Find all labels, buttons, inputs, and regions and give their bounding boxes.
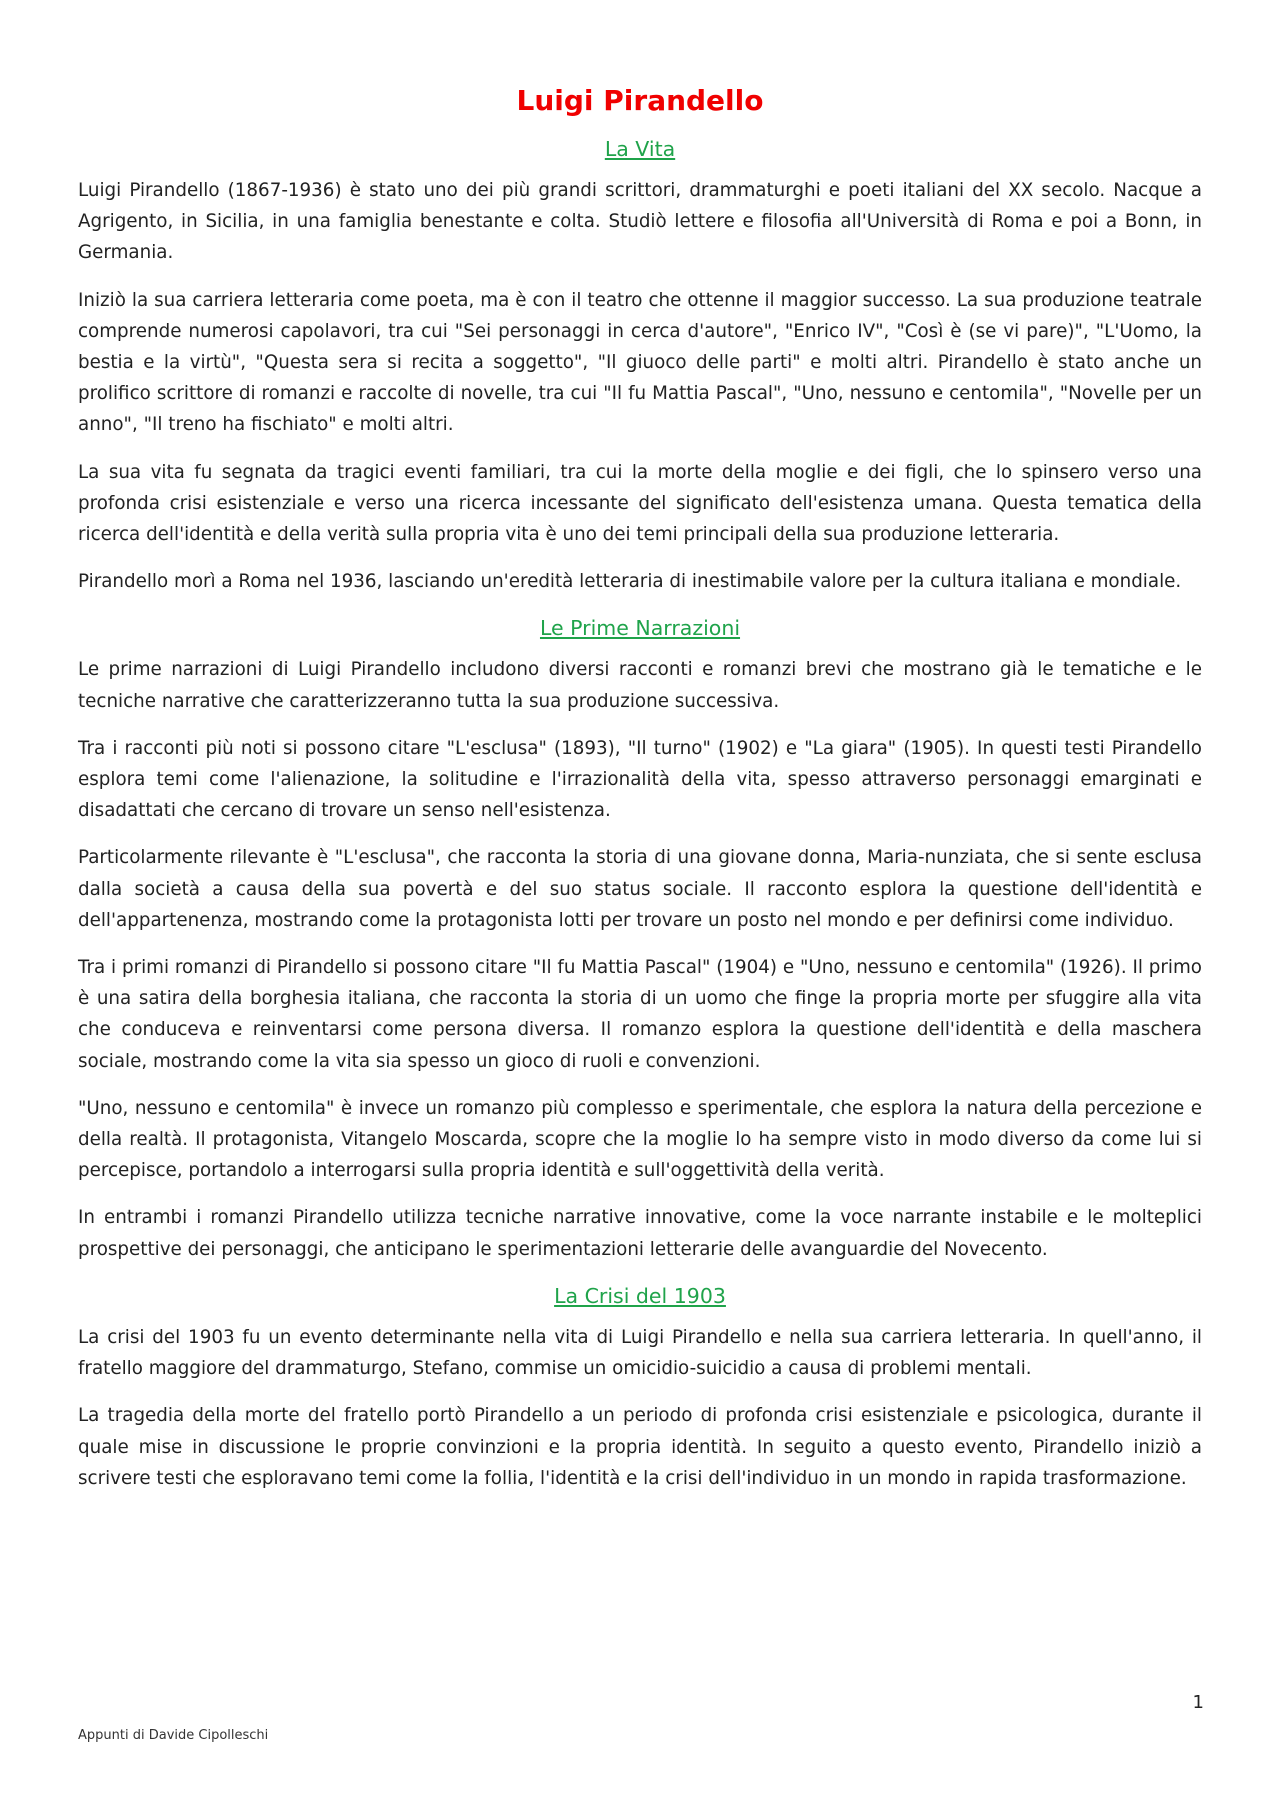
paragraph: Particolarmente rilevante è "L'esclusa", che racconta la storia di una giovane donna, Maria-nunziata, che si sente esclusa dalla società a causa della sua povertà e del suo status sociale. Il racconto esplora la questione dell'identità e dell'appartenenza, mostrando come la protagonista lotti per trovare un posto nel mondo e per definirsi come individuo. — [78, 847, 1202, 931]
section-crisi-1903 — [78, 1281, 1202, 1494]
document-body — [78, 82, 1202, 1510]
paragraph: Pirandello morì a Roma nel 1936, lasciando un'eredità letteraria di inestimabile valore per la cultura italiana e mondiale. — [78, 571, 1182, 593]
section-heading: La Crisi del 1903 — [554, 1283, 726, 1308]
section-heading: La Vita — [604, 137, 676, 161]
page-footer: Appunti di Davide Cipolleschi — [78, 1728, 269, 1743]
paragraph: La crisi del 1903 fu un evento determinante nella vita di Luigi Pirandello e nella sua carriera letteraria. In quell'anno, il fratello maggiore del drammaturgo, Stefano, commise un omicidio-suicidio a causa di problemi mentali. — [78, 1326, 1202, 1380]
paragraph: Tra i racconti più noti si possono citare "L'esclusa" (1893), "Il turno" (1902) e "La giara" (1905). In questi testi Pirandello esplora temi come l'alienazione, la solitudine e l'irrazionalità della vita, spesso attraverso personaggi emarginati e disadattati che cercano di trovare un senso nell'esistenza. — [78, 737, 1202, 822]
section-la-vita — [78, 134, 1202, 597]
paragraph: In entrambi i romanzi Pirandello utilizza tecniche narrative innovative, come la voce narrante instabile e le molteplici prospettive dei personaggi, che anticipano le sperimentazioni letterarie delle avanguardie del Novecento. — [78, 1207, 1202, 1260]
section-prime-narrazioni — [78, 613, 1202, 1264]
section-heading: Le Prime Narrazioni — [539, 616, 741, 641]
paragraph: Tra i primi romanzi di Pirandello si possono citare "Il fu Mattia Pascal" (1904) e "Uno, nessuno e centomila" (1926). Il primo è una satira della borghesia italiana, che racconta la storia di un uomo che finge la propria morte per sfuggire alla vita che conduceva e reinventarsi come persona diversa. Il romanzo esplora la questione dell'identità e della maschera sociale, mostrando come la vita sia spesso un gioco di ruoli e convenzioni. — [78, 957, 1202, 1072]
paragraph: "Uno, nessuno e centomila" è invece un romanzo più complesso e sperimentale, che esplora la natura della percezione e della realtà. Il protagonista, Vitangelo Moscarda, scopre che la moglie lo ha sempre visto in modo diverso da come lui si percepisce, portandolo a interrogarsi sulla propria identità e sull'oggettività della verità. — [78, 1097, 1202, 1182]
paragraph: Le prime narrazioni di Luigi Pirandello includono diversi racconti e romanzi brevi che mostrano già le tematiche e le tecniche narrative che caratterizzeranno tutta la sua produzione successiva. — [78, 659, 1202, 712]
paragraph: Luigi Pirandello (1867-1936) è stato uno dei più grandi scrittori, drammaturghi e poeti italiani del XX secolo. Nacque a Agrigento, in Sicilia, in una famiglia benestante e colta. Studiò lettere e filosofia all'Università di Roma e poi a Bonn, in Germania. — [78, 180, 1202, 264]
paragraph: La tragedia della morte del fratello portò Pirandello a un periodo di profonda crisi esistenziale e psicologica, durante il quale mise in discussione le proprie convinzioni e la propria identità. In seguito a questo evento, Pirandello iniziò a scrivere testi che esploravano temi come la follia, l'identità e la crisi dell'individuo in un mondo in rapida trasformazione. — [78, 1405, 1202, 1489]
document-title: Luigi Pirandello — [516, 84, 764, 117]
paragraph: La sua vita fu segnata da tragici eventi familiari, tra cui la morte della moglie e dei figli, che lo spinsero verso una profonda crisi esistenziale e verso una ricerca incessante del significato dell'esistenza umana. Questa tematica della ricerca dell'identità e della verità sulla propria vita è uno dei temi principali della sua produzione letteraria. — [78, 461, 1202, 546]
paragraph: Iniziò la sua carriera letteraria come poeta, ma è con il teatro che ottenne il maggior successo. La sua produzione teatrale comprende numerosi capolavori, tra cui "Sei personaggi in cerca d'autore", "Enrico IV", "Così è (se vi pare)", "L'Uomo, la bestia e la virtù", "Questa sera si recita a soggetto", "Il giuoco delle parti" e molti altri. Pirandello è stato anche un prolifico scrittore di romanzi e raccolte di novelle, tra cui "Il fu Mattia Pascal", "Uno, nessuno e centomila", "Novelle per un anno", "Il treno ha fischiato" e molti altri. — [78, 289, 1202, 436]
page-number: 1 — [1192, 1692, 1204, 1713]
